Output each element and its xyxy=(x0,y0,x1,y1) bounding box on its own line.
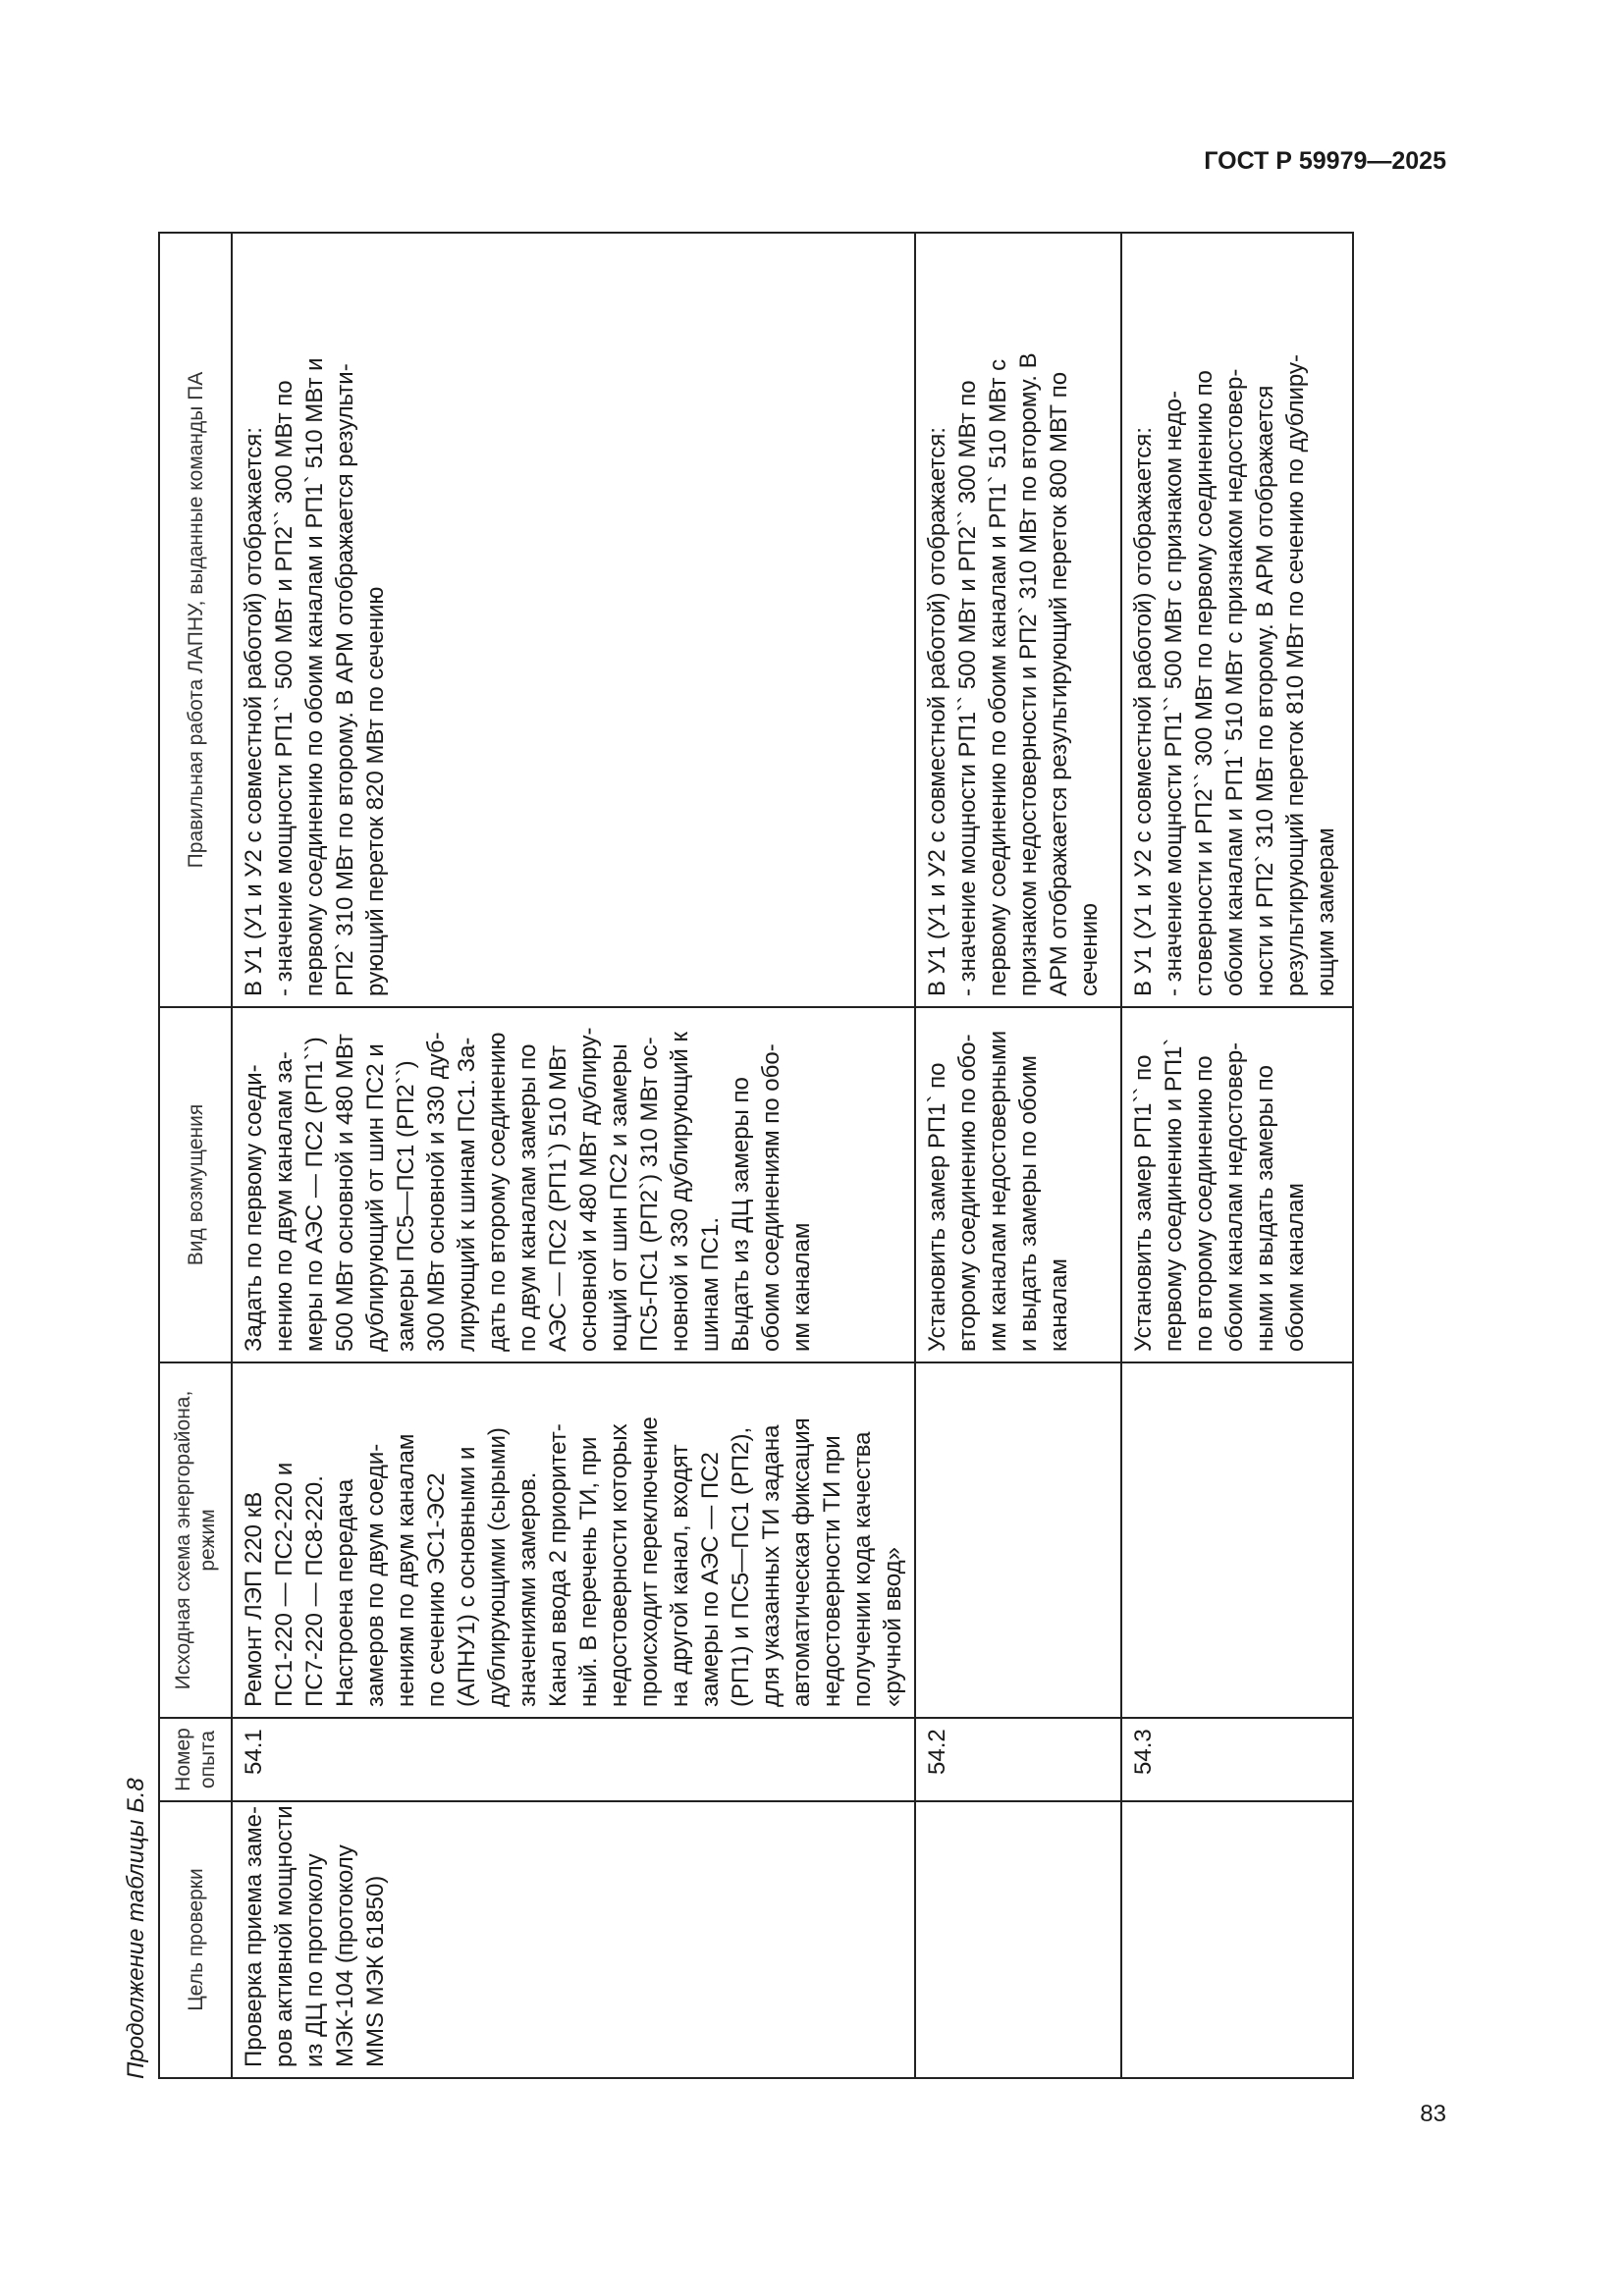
text-line: обоим каналам xyxy=(1282,1183,1309,1352)
text-line: недостоверности которых xyxy=(606,1423,632,1707)
test-table xyxy=(158,232,1354,2079)
text-line: сечению xyxy=(1076,902,1103,996)
cell-disturbance xyxy=(1121,1007,1353,1362)
text-line: меры по АЭС — ПС2 (РП1``) xyxy=(301,1037,328,1352)
text-line: замеров по двум соеди- xyxy=(362,1443,389,1707)
text-line: Задать по первому соеди- xyxy=(241,1064,267,1352)
cell-disturbance xyxy=(232,1007,915,1362)
text-line: автоматическая фиксация xyxy=(788,1417,815,1707)
text-line: каналам xyxy=(1046,1258,1072,1352)
text-line: происходит переключение xyxy=(636,1416,663,1707)
text-line: нению по двум каналам за- xyxy=(271,1051,298,1352)
cell-number: 54.3 xyxy=(1121,1718,1353,1801)
cell-goal xyxy=(232,1801,915,2078)
column-header-scheme: Исходная схема энергорайона, режим xyxy=(159,1362,232,1718)
text-line: второму соединению по обо- xyxy=(954,1034,981,1352)
table-header-row xyxy=(159,233,232,2078)
text-line: ными и выдать замеры по xyxy=(1252,1065,1278,1352)
text-line: получении кода качества xyxy=(849,1431,876,1707)
text-line: (АПНУ1) с основными и xyxy=(454,1446,480,1707)
text-line: им каналам xyxy=(788,1222,815,1352)
cell-goal xyxy=(915,1801,1121,2078)
text-line: - значение мощности РП1`` 500 МВт с признаком недо- xyxy=(1161,390,1187,996)
text-line: признаком недостоверности и РП2` 310 МВт по второму. В xyxy=(1015,352,1042,996)
text-line: обоим соединениям по обо- xyxy=(758,1043,785,1352)
column-header-result: Правильная работа ЛАПНУ, выданные команды ПА xyxy=(159,233,232,1007)
text-line: Ремонт ЛЭП 220 кВ xyxy=(241,1491,267,1707)
text-line: им каналам недостоверными xyxy=(985,1030,1011,1352)
text-line: лирующий к шинам ПС1. За- xyxy=(454,1037,480,1352)
text-line: ный. В перечень ТИ, при xyxy=(575,1436,602,1707)
text-line: по двум каналам замеры по xyxy=(514,1043,541,1352)
text-line: Установить замер РП1` по xyxy=(924,1062,950,1352)
text-line: АЭС — ПС2 (РП1`) 510 МВт xyxy=(545,1044,571,1352)
text-line: дублирующими (сырыми) xyxy=(484,1427,511,1707)
page-number: 83 xyxy=(1420,2101,1446,2127)
text-line: ности и РП2` 310 МВт по второму. В АРМ отображается xyxy=(1252,385,1278,996)
text-line: 300 МВт основной и 330 дуб- xyxy=(423,1032,450,1352)
text-line: по сечению ЭС1-ЭС2 xyxy=(423,1472,450,1707)
text-line: первому соединению и РП1` xyxy=(1161,1038,1187,1352)
text-line: MMS МЭК 61850) xyxy=(362,1875,389,2067)
text-line: ПС5-ПС1 (РП2`) 310 МВт ос- xyxy=(636,1037,663,1352)
text-line: ющий от шин ПС2 и замеры xyxy=(606,1043,632,1352)
cell-number: 54.1 xyxy=(232,1718,915,1801)
table-row xyxy=(232,233,915,2078)
text-line: и выдать замеры по обоим xyxy=(1015,1055,1042,1352)
text-line: обоим каналам и РП1` 510 МВт с признаком недостовер- xyxy=(1221,368,1248,996)
text-line: Настроена передача xyxy=(332,1478,358,1707)
text-line: «ручной ввод» xyxy=(880,1546,906,1707)
column-header-disturbance: Вид возмущения xyxy=(159,1007,232,1362)
text-line: Установить замер РП1`` по xyxy=(1130,1054,1157,1352)
text-line: ров активной мощности xyxy=(271,1805,298,2067)
cell-scheme xyxy=(232,1362,915,1718)
cell-number: 54.2 xyxy=(915,1718,1121,1801)
text-line: дать по второму соединению xyxy=(484,1032,511,1352)
cell-goal xyxy=(1121,1801,1353,2078)
text-line: ющим замерам xyxy=(1313,828,1339,996)
cell-result xyxy=(1121,233,1353,1007)
text-line: РП2` 310 МВт по второму. В АРМ отображается результи- xyxy=(332,363,358,996)
table-row xyxy=(915,233,1121,2078)
cell-result xyxy=(232,233,915,1007)
text-line: стоверности и РП2`` 300 МВт по первому соединению по xyxy=(1191,370,1218,996)
text-line: АРМ отображается результирующий переток 800 МВТ по xyxy=(1046,371,1072,996)
text-line: на другой канал, входят xyxy=(667,1444,693,1707)
text-line: В У1 (У1 и У2 с совместной работой) отображается: xyxy=(241,427,267,996)
text-line: - значение мощности РП1`` 500 МВт и РП2`` 300 МВт по xyxy=(954,380,981,996)
column-header-goal: Цель проверки xyxy=(159,1801,232,2078)
text-line: ПС7-220 — ПС8-220. xyxy=(301,1475,328,1707)
text-line: по второму соединению по xyxy=(1191,1055,1218,1352)
text-line: первому соединению по обоим каналам и РП1` 510 МВт и xyxy=(301,357,328,996)
text-line: обоим каналам недостовер- xyxy=(1221,1041,1248,1352)
table-row xyxy=(1121,233,1353,2078)
text-line: нениям по двум каналам xyxy=(393,1433,419,1707)
text-line: рующий переток 820 МВт по сечению xyxy=(362,586,389,996)
text-line: ПС1-220 — ПС2-220 и xyxy=(271,1462,298,1707)
text-line: Канал ввода 2 приоритет- xyxy=(545,1423,571,1707)
text-line: результирующий переток 810 МВт по сечению по дублиру- xyxy=(1282,354,1309,996)
column-header-number: Номер опыта xyxy=(159,1718,232,1801)
text-line: значениями замеров. xyxy=(514,1471,541,1707)
cell-disturbance xyxy=(915,1007,1121,1362)
text-line: новной и 330 дублирующий к xyxy=(667,1032,693,1352)
text-line: (РП1) и ПС5—ПС1 (РП2), xyxy=(728,1426,754,1707)
cell-scheme xyxy=(1121,1362,1353,1718)
text-line: для указанных ТИ задана xyxy=(758,1424,785,1707)
text-line: - значение мощности РП1`` 500 МВт и РП2`` 300 МВт по xyxy=(271,380,298,996)
standard-number: ГОСТ Р 59979—2025 xyxy=(1204,147,1446,175)
text-line: дублирующий от шин ПС2 и xyxy=(362,1043,389,1352)
text-line: МЭК-104 (протоколу xyxy=(332,1844,358,2067)
text-line: 500 МВт основной и 480 МВт xyxy=(332,1034,358,1352)
text-line: В У1 (У1 и У2 с совместной работой) отображается: xyxy=(924,427,950,996)
text-line: Проверка приема заме- xyxy=(241,1806,267,2067)
text-line: недостоверности ТИ при xyxy=(819,1435,845,1707)
text-line: первому соединению по обоим каналам и РП1` 510 МВт с xyxy=(985,358,1011,996)
text-line: шинам ПС1. xyxy=(697,1216,724,1352)
text-line: замеры ПС5—ПС1 (РП2``) xyxy=(393,1060,419,1352)
text-line: В У1 (У1 и У2 с совместной работой) отображается: xyxy=(1130,427,1157,996)
table-caption: Продолжение таблицы Б.8 xyxy=(123,1778,149,2079)
text-line: из ДЦ по протоколу xyxy=(301,1853,328,2067)
cell-scheme xyxy=(915,1362,1121,1718)
rotated-table-block xyxy=(115,234,1339,2079)
cell-result xyxy=(915,233,1121,1007)
text-line: Выдать из ДЦ замеры по xyxy=(728,1077,754,1352)
text-line: замеры по АЭС — ПС2 xyxy=(697,1452,724,1707)
text-line: основной и 480 МВт дублиру- xyxy=(575,1027,602,1352)
